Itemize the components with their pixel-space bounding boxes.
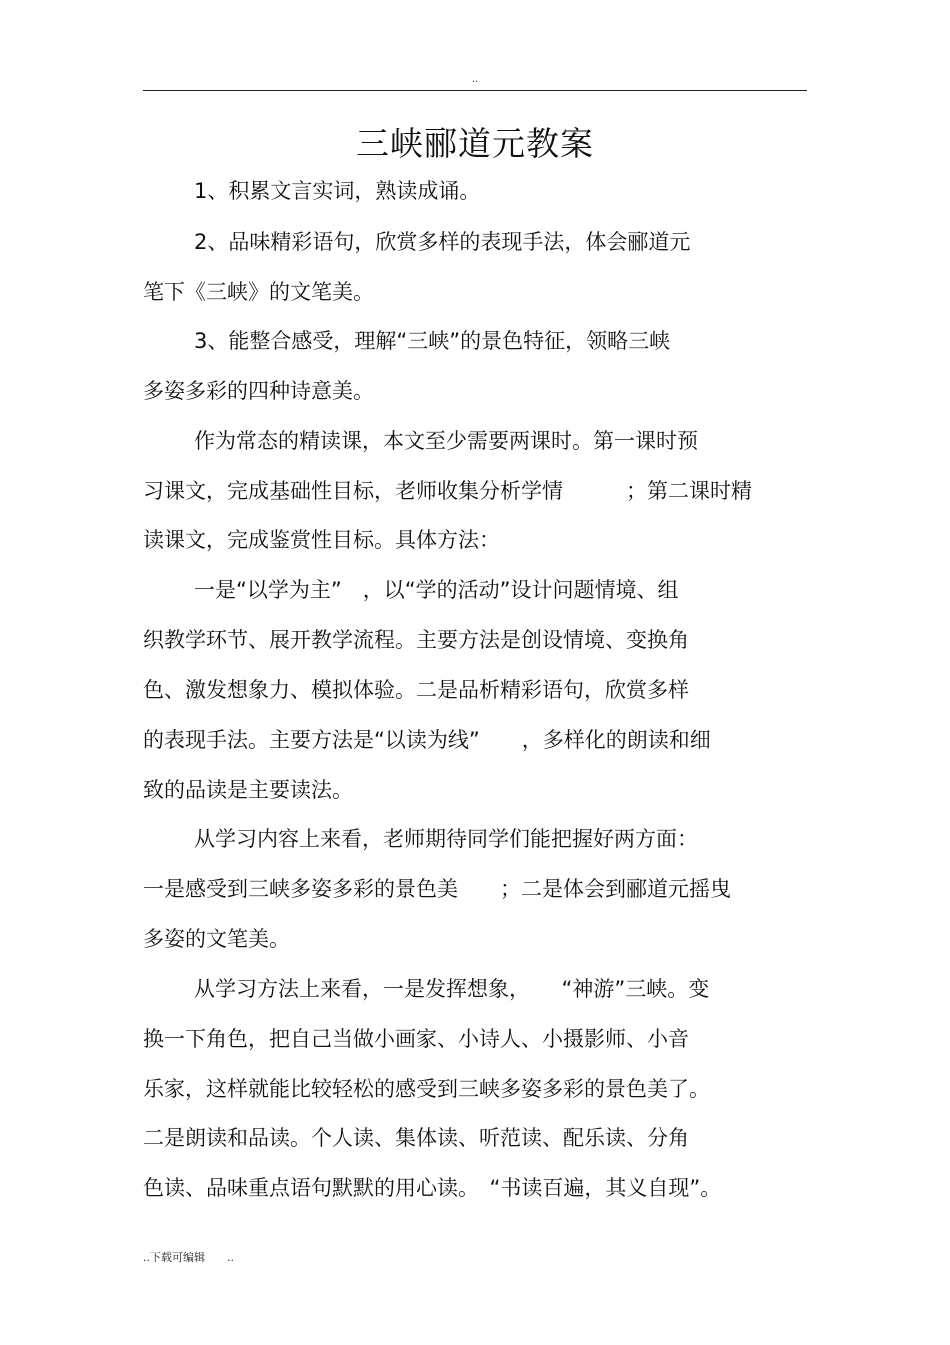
text-line: 一是感受到三峡多姿多彩的景色美 ；二是体会到郦道元摇曳 <box>143 877 731 901</box>
text-line: 二是朗读和品读。个人读、集体读、听范读、配乐读、分角 <box>143 1126 689 1150</box>
page-title: 三峡郦道元教案 <box>356 124 594 163</box>
text-line: 2、品味精彩语句，欣赏多样的表现手法，体会郦道元 <box>194 230 691 254</box>
text-line: 作为常态的精读课，本文至少需要两课时。第一课时预 <box>194 429 698 453</box>
text-line: 致的品读是主要读法。 <box>143 778 353 802</box>
text-line: 换一下角色，把自己当做小画家、小诗人、小摄影师、小音 <box>143 1027 689 1051</box>
text-line: 笔下《三峡》的文笔美。 <box>143 280 374 304</box>
text-line: 一是“以学为主” ，以“学的活动”设计问题情境、组 <box>194 578 679 602</box>
text-line: 乐家，这样就能比较轻松的感受到三峡多姿多彩的景色美了。 <box>143 1077 710 1101</box>
header-rule <box>143 90 807 91</box>
text-line: 多姿的文笔美。 <box>143 927 290 951</box>
text-line: 从学习方法上来看，一是发挥想象， “神游”三峡。变 <box>194 977 710 1001</box>
footer-note: ..下载可编辑 .. <box>143 1251 234 1264</box>
text-line: 1、积累文言实词，熟读成诵。 <box>194 179 481 203</box>
text-line: 从学习内容上来看，老师期待同学们能把握好两方面： <box>194 827 698 851</box>
text-line: 读课文，完成鉴赏性目标。具体方法： <box>143 528 500 552</box>
text-line: 色、激发想象力、模拟体验。二是品析精彩语句，欣赏多样 <box>143 678 689 702</box>
text-line: 3、能整合感受，理解“三峡”的景色特征，领略三峡 <box>194 329 671 353</box>
text-line: 色读、品味重点语句默默的用心读。 “书读百遍，其义自现”。 <box>143 1176 722 1200</box>
text-line: 的表现手法。主要方法是“以读为线” ，多样化的朗读和细 <box>143 728 711 752</box>
text-line: 织教学环节、展开教学流程。主要方法是创设情境、变换角 <box>143 628 689 652</box>
text-line: 习课文，完成基础性目标，老师收集分析学情 ；第二课时精 <box>143 479 752 503</box>
text-line: 多姿多彩的四种诗意美。 <box>143 379 374 403</box>
header-mark: .. <box>471 74 479 85</box>
